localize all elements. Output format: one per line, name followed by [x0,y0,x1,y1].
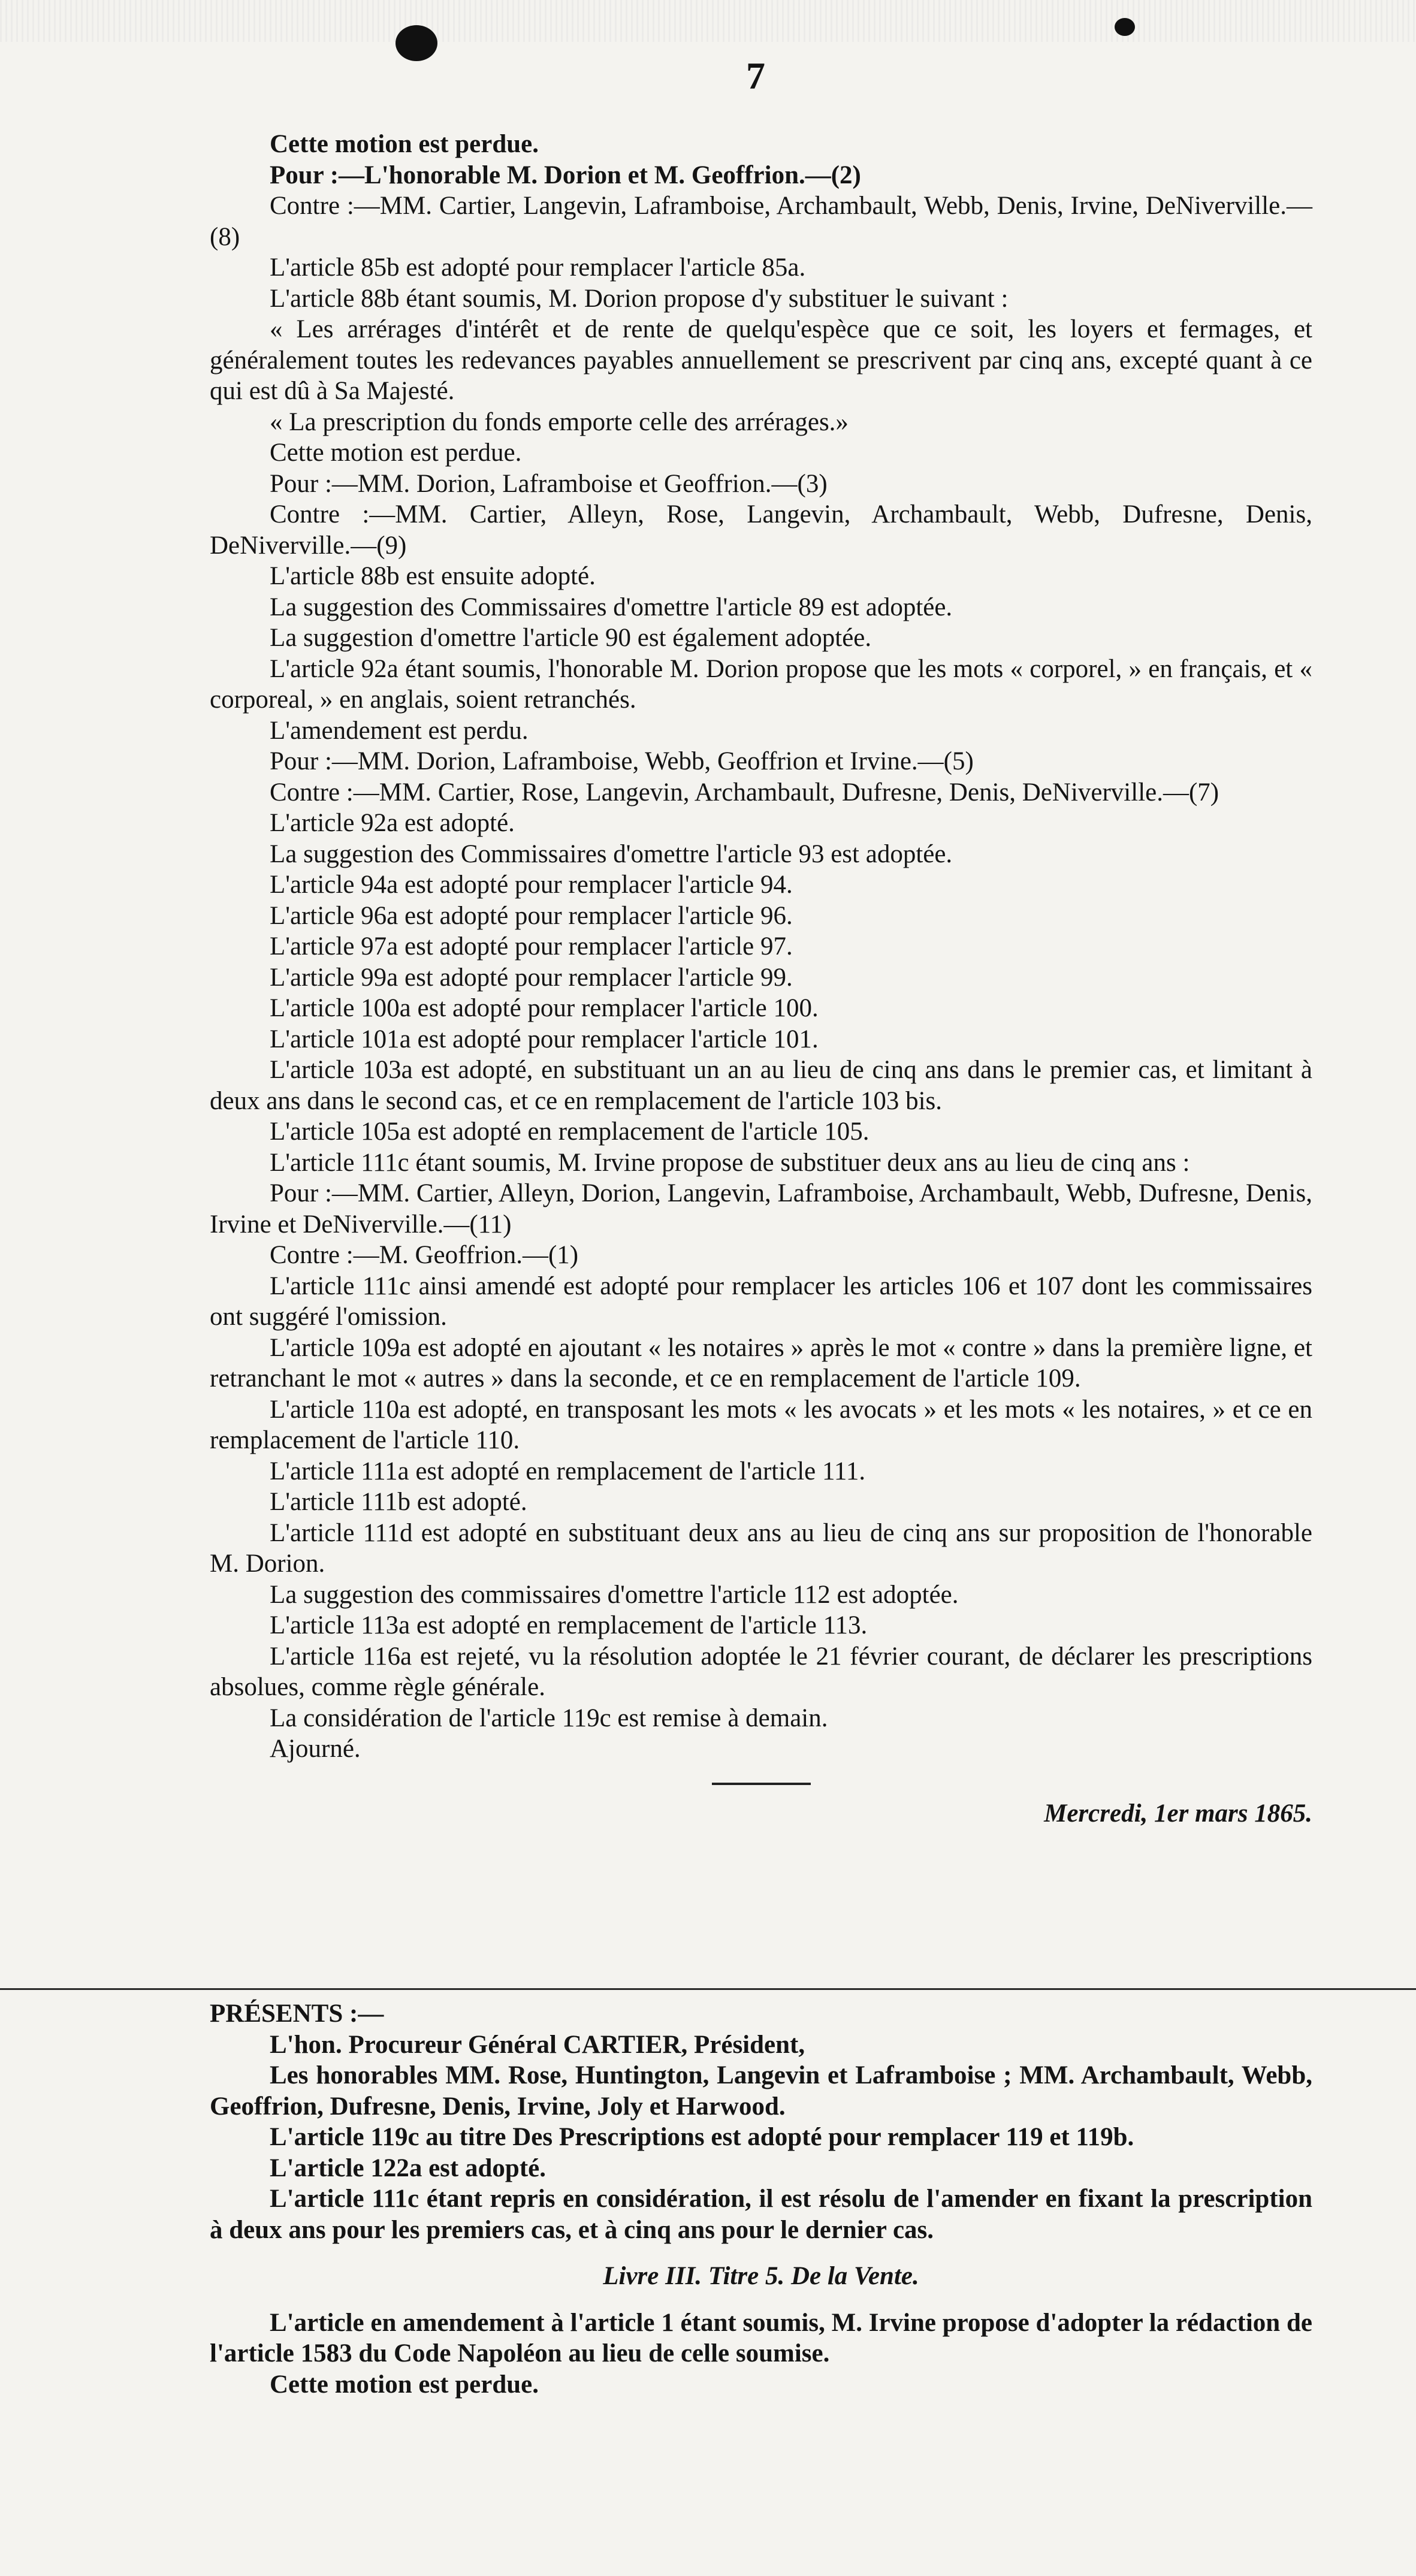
paragraph: L'article 105a est adopté en remplacement de l'article 105. [270,1118,869,1146]
paragraph: « Les arrérages d'intérêt et de rente de quelqu'espèce que ce soit, les loyers et fermages, et généralement toutes les redevances payables annuellement se prescrivent par cinq ans, excepté quant à ce qui est dû à Sa Majesté. [210,315,1312,405]
paragraph: La suggestion des Commissaires d'omettre l'article 93 est adoptée. [270,839,953,868]
paragraph: L'article 110a est adopté, en transposant les mots « les avocats » et les mots « les notaires, » et ce en remplacement de l'article 110. [210,1395,1312,1454]
date-line: Mercredi, 1er mars 1865. [1044,1799,1312,1828]
paragraph: L'article 94a est adopté pour remplacer l'article 94. [270,871,793,899]
paragraph: L'article 88b étant soumis, M. Dorion propose d'y substituer le suivant : [270,284,1009,313]
paragraph: L'article 111c étant soumis, M. Irvine propose de substituer deux ans au lieu de cinq ans : [270,1148,1190,1177]
paragraph: L'article 101a est adopté pour remplacer l'article 101. [270,1025,819,1053]
paragraph: La suggestion des Commissaires d'omettre l'article 89 est adoptée. [270,593,953,621]
paragraph: L'article 116a est rejeté, vu la résolution adoptée le 21 février courant, de déclarer les prescriptions absolues, comme règle générale. [210,1642,1312,1701]
scan-noise-top [0,0,1416,42]
ink-blot [395,25,437,61]
paragraph: Cette motion est perdue. [270,130,539,158]
paragraph: La considération de l'article 119c est remise à demain. [270,1704,828,1732]
paragraph: L'article 119c au titre Des Prescriptions est adopté pour remplacer 119 et 119b. [270,2123,1134,2151]
paragraph: L'article 111c étant repris en considération, il est résolu de l'amender en fixant la prescription à deux ans pour les premiers cas, et à cinq ans pour le dernier cas. [210,2185,1312,2244]
paragraph: L'article 103a est adopté, en substituant un an au lieu de cinq ans dans le premier cas, et limitant à deux ans dans le second cas, et ce en remplacement de l'article 103 bis. [210,1056,1312,1115]
paragraph: L'amendement est perdu. [270,716,529,745]
paragraph: La suggestion d'omettre l'article 90 est également adoptée. [270,624,872,652]
paragraph: La suggestion des commissaires d'omettre l'article 112 est adoptée. [270,1580,959,1609]
ink-blot [1115,18,1135,36]
paragraph: L'article 96a est adopté pour remplacer l'article 96. [270,901,793,930]
paragraph: « La prescription du fonds emporte celle des arrérages.» [270,407,849,436]
paragraph: L'article 113a est adopté en remplacement de l'article 113. [270,1611,868,1639]
paragraph: L'article 97a est adopté pour remplacer l'article 97. [270,932,793,961]
paragraph: L'article 100a est adopté pour remplacer l'article 100. [270,994,819,1022]
paragraph: Contre :—MM. Cartier, Rose, Langevin, Archambault, Dufresne, Denis, DeNiverville.—(7) [270,778,1219,807]
paragraph: Pour :—L'honorable M. Dorion et M. Geoffrion.—(2) [270,161,861,189]
paragraph: L'article 111c ainsi amendé est adopté pour remplacer les articles 106 et 107 dont les commissaires ont suggéré l'omission. [210,1272,1312,1331]
paragraph: Les honorables MM. Rose, Huntington, Langevin et Laframboise ; MM. Archambault, Webb, Geoffrion, Dufresne, Denis, Irvine, Joly et Harwood. [210,2061,1312,2121]
paragraph: L'article 99a est adopté pour remplacer l'article 99. [270,963,793,992]
paragraph: Contre :—MM. Cartier, Alleyn, Rose, Langevin, Archambault, Webb, Dufresne, Denis, DeNiverville.—(9) [210,500,1312,560]
paragraph: L'hon. Procureur Général CARTIER, Président, [270,2030,805,2059]
paragraph: L'article 85b est adopté pour remplacer l'article 85a. [270,253,806,282]
section-separator [712,1783,811,1785]
paragraph: L'article 111b est adopté. [270,1488,527,1516]
paragraph: Contre :—MM. Cartier, Langevin, Laframboise, Archambault, Webb, Denis, Irvine, DeNiverville.—(8) [210,192,1312,251]
paragraph: Cette motion est perdue. [270,439,522,467]
paragraph: Contre :—M. Geoffrion.—(1) [270,1241,579,1269]
paragraph: Pour :—MM. Dorion, Laframboise, Webb, Geoffrion et Irvine.—(5) [270,747,974,775]
paragraph: Cette motion est perdue. [270,2370,539,2399]
paragraph: Ajourné. [270,1735,361,1763]
page-number: 7 [746,55,765,97]
paragraph: L'article en amendement à l'article 1 étant soumis, M. Irvine propose d'adopter la rédaction de l'article 1583 du Code Napoléon au lieu de celle soumise. [210,2308,1312,2367]
proceedings-section-2 [210,1998,1312,2400]
paragraph: L'article 122a est adopté. [270,2154,546,2182]
horizontal-rule [0,1988,1416,1990]
proceedings-section-1 [210,129,1312,1829]
paragraph: L'article 109a est adopté en ajoutant « les notaires » après le mot « contre » dans la première ligne, et retranchant le mot « autres » dans la seconde, et ce en remplacement de l'article 109. [210,1333,1312,1393]
paragraph: Pour :—MM. Dorion, Laframboise et Geoffrion.—(3) [270,469,828,498]
paragraph: Pour :—MM. Cartier, Alleyn, Dorion, Langevin, Laframboise, Archambault, Webb, Dufresne, Denis, Irvine et DeNiverville.—(11) [210,1179,1312,1239]
paragraph: L'article 111a est adopté en remplacement de l'article 111. [270,1457,866,1485]
book-title-heading: Livre III. Titre 5. De la Vente. [603,2262,919,2290]
presents-heading: PRÉSENTS :— [210,2000,384,2028]
paragraph: L'article 92a étant soumis, l'honorable M. Dorion propose que les mots « corporel, » en français, et « corporeal, » en anglais, soient retranchés. [210,654,1312,714]
paragraph: L'article 88b est ensuite adopté. [270,562,596,590]
paragraph: L'article 92a est adopté. [270,809,515,837]
paragraph: L'article 111d est adopté en substituant deux ans au lieu de cinq ans sur proposition de l'honorable M. Dorion. [210,1518,1312,1578]
